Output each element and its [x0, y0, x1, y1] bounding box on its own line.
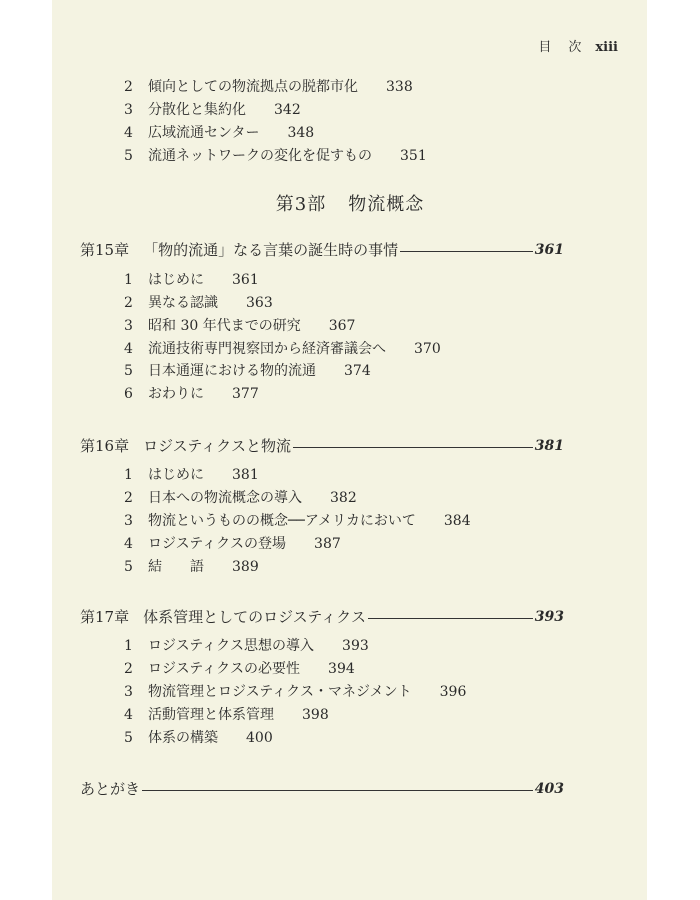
chapter-label: 第16章 — [80, 437, 130, 455]
chapter-page: 393 — [534, 609, 564, 625]
toc-section: 5 日本通運における物的流通 374 — [124, 363, 371, 379]
toc-section: 4 ロジスティクスの登場 387 — [124, 536, 341, 552]
toc-section: 2 傾向としての物流拠点の脱都市化 338 — [124, 79, 413, 95]
toc-section: 5 流通ネットワークの変化を促すもの 351 — [124, 148, 427, 164]
toc-chapter-17[interactable] — [80, 607, 564, 627]
scan-left-margin — [0, 0, 52, 900]
dot-leader — [368, 618, 533, 619]
toc-section: 5 体系の構築 400 — [124, 730, 273, 746]
toc-section: 3 物流というものの概念──アメリカにおいて 384 — [124, 513, 471, 529]
running-header — [538, 36, 618, 55]
toc-chapter-15[interactable] — [80, 240, 564, 260]
chapter-label: 第15章 — [80, 241, 130, 259]
toc-section: 3 昭和 30 年代までの研究 367 — [124, 318, 356, 334]
scan-right-margin — [647, 0, 700, 900]
toc-section: 1 はじめに 361 — [124, 272, 259, 288]
toc-section: 6 おわりに 377 — [124, 386, 259, 402]
dot-leader — [293, 447, 533, 448]
toc-section: 1 はじめに 381 — [124, 467, 259, 483]
chapter-title: ロジスティクスと物流 — [143, 437, 291, 455]
afterword-page: 403 — [534, 781, 564, 797]
dot-leader — [400, 251, 533, 252]
dot-leader — [142, 790, 533, 791]
toc-afterword[interactable] — [80, 779, 564, 799]
chapter-page: 361 — [534, 242, 564, 258]
afterword-title: あとがき — [80, 780, 141, 798]
toc-section: 4 流通技術専門視察団から経済審議会へ 370 — [124, 341, 441, 357]
toc-section: 3 分散化と集約化 342 — [124, 102, 301, 118]
part-title: 物流概念 — [348, 194, 425, 215]
toc-section: 1 ロジスティクス思想の導入 393 — [124, 638, 369, 654]
chapter-page: 381 — [534, 438, 564, 454]
part-label: 第3部 — [275, 194, 327, 215]
chapter-title: 体系管理としてのロジスティクス — [143, 608, 366, 626]
toc-section: 2 日本への物流概念の導入 382 — [124, 490, 357, 506]
header-title: 目 次 — [538, 40, 584, 55]
chapter-label: 第17章 — [80, 608, 130, 626]
toc-section: 4 広域流通センター 348 — [124, 125, 315, 141]
toc-section: 5 結 語 389 — [124, 559, 259, 575]
toc-chapter-16[interactable] — [80, 436, 564, 456]
toc-section: 2 異なる認識 363 — [124, 295, 273, 311]
page-number-roman: xiii — [595, 40, 618, 55]
toc-section: 2 ロジスティクスの必要性 394 — [124, 661, 355, 677]
part-heading — [0, 190, 700, 216]
chapter-title: 「物的流通」なる言葉の誕生時の事情 — [143, 241, 399, 259]
toc-section: 3 物流管理とロジスティクス・マネジメント 396 — [124, 684, 467, 700]
toc-section: 4 活動管理と体系管理 398 — [124, 707, 329, 723]
